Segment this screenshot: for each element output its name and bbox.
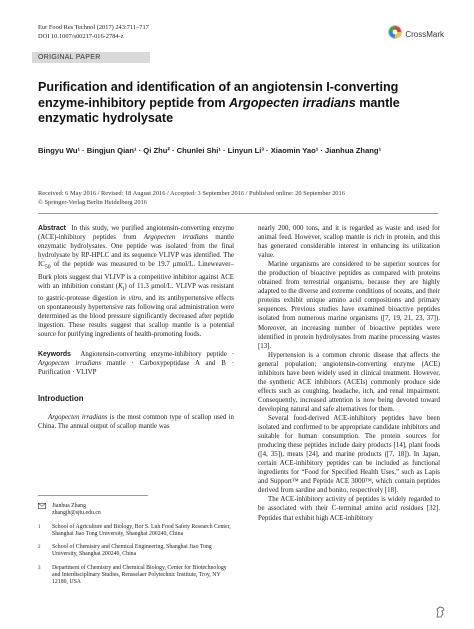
affiliation-1-text: School of Agriculture and Biology, Bor S. Luh Food Safety Research Center, Shanghai Jiao Tong University, Shanghai 200240, China bbox=[52, 523, 231, 537]
journal-citation: Eur Food Res Technol (2017) 243:711–717 bbox=[38, 24, 149, 31]
footnotes bbox=[38, 503, 234, 593]
keywords-paragraph bbox=[38, 350, 234, 377]
affiliation-1: 1 School of Agriculture and Biology, Bor S. Luh Food Safety Research Center, Shanghai Jiao Tong University, Shanghai 200240, China bbox=[38, 523, 231, 537]
article-title bbox=[38, 80, 438, 127]
right-paragraph-3: Hypertension is a common chronic disease that affects the general population; angiotensin-converting enzyme (ACE) inhibitors have been widely used in clinical treatment. However, the synthetic ACE inhibitors (ACEIs) commonly produce side effects such as coughing, headache, itch, and renal impairment. Consequently, increased attention is now being devoted toward developing natural and safe alternatives for them. bbox=[258, 351, 440, 413]
corresponding-name: Jianhua Zhang bbox=[52, 503, 86, 509]
footnote-divider bbox=[38, 495, 148, 496]
crossmark-icon bbox=[388, 25, 402, 44]
affiliation-3-text: Department of Chemistry and Chemical Biology, Center for Biotechnology and Interdisciplinary Studies, Rensselaer Polytechnic Institute, Troy, NY 12180, USA bbox=[52, 564, 227, 586]
abstract-label: Abstract bbox=[38, 225, 66, 232]
introduction-heading: Introduction bbox=[38, 394, 84, 404]
title-text: Purification and identification of an angiotensin I-converting enzyme-inhibitory peptide from Argopecten irradians mantle enzymatic hydrolysate bbox=[38, 80, 400, 125]
right-paragraph-1: nearly 200, 000 tons, and it is regarded as waste and used for animal feed. However, scallop mantle is rich in protein, and this has generated considerable interest in enhancing its utilization value. bbox=[258, 225, 440, 260]
header-divider bbox=[38, 213, 438, 214]
affiliation-2: 2 School of Chemistry and Chemical Engineering, Shanghai Jiao Tong University, Shanghai 200240, China bbox=[38, 544, 212, 558]
journal-header bbox=[38, 24, 149, 41]
affiliation-3: 3 Department of Chemistry and Chemical Biology, Center for Biotechnology and Interdisciplinary Studies, Rensselaer Polytechnic Institute, Troy, NY 12180, USA bbox=[38, 564, 227, 586]
right-paragraph-2: Marine organisms are considered to be superior sources for the production of bioactive peptides as compared with proteins obtained from terrestrial organisms, because they are highly adapted to the diverse and extreme conditions of oceans, and their proteins exhibit unique amino acid compositions and primary sequences. Previous studies have examined bioactive peptides isolated from numerous marine organisms ([7, 19, 21, 23, 37]). Moreover, an increasing number of bioactive peptides were identified in protein hydrolysates from marine processing wastes [13]. bbox=[258, 261, 440, 350]
left-column bbox=[38, 224, 234, 431]
springer-horse-icon bbox=[435, 605, 446, 623]
abstract-paragraph bbox=[38, 224, 234, 339]
crossmark-badge[interactable] bbox=[388, 25, 444, 44]
corresponding-email[interactable]: zhangjh@sjtu.edu.cn bbox=[52, 510, 101, 517]
publication-dates bbox=[38, 190, 458, 207]
article-type-banner: ORIGINAL PAPER bbox=[32, 52, 150, 63]
intro-paragraph bbox=[38, 413, 234, 431]
crossmark-label: CrossMark bbox=[405, 30, 444, 39]
keywords-text: Angiotensin-converting enzyme-inhibitory peptide · Argopecten irradians mantle · Carboxypeptidase A and B · Purification · VLIVP bbox=[38, 351, 234, 377]
keywords-label: Keywords bbox=[38, 351, 71, 359]
copyright-line: © Springer-Verlag Berlin Heidelberg 2016 bbox=[38, 198, 147, 206]
right-paragraph-4: Several food-derived ACE-inhibitory peptides have been isolated and confirmed to be appropriate candidate inhibitors and suitable for human consumption. The protein sources for producing these peptides include dairy products [14], plant foods ([4, 35]), meats [24], and marine products ([7, 18]). In Japan, certain ACE-inhibitory peptides can be included as functional ingredients for “Food for Specified Health Uses,” such as Lapis and Support™ and Peptide ACE 3000™, which contain peptides derived from sardine and bonito, respectively [18]. bbox=[258, 414, 440, 495]
affiliation-2-text: School of Chemistry and Chemical Engineering, Shanghai Jiao Tong University, Shanghai 200240, China bbox=[52, 544, 212, 558]
author-list[interactable]: Bingyu Wu¹ · Bingjun Qian¹ · Qi Zhu² · Chunlei Shi¹ · Linyun Li³ · Xiaomin Yao¹ · Jianhua Zhang¹ bbox=[38, 146, 382, 155]
intro-text: Argopecten irradians is the most common type of scallop used in China. The annual output of scallop mantle was bbox=[38, 413, 234, 430]
journal-doi[interactable]: DOI 10.1007/s00217-016-2784-z bbox=[38, 32, 124, 40]
envelope-icon bbox=[38, 503, 46, 512]
corresponding-author bbox=[38, 503, 234, 518]
history-dates: Received: 6 May 2016 / Revised: 18 August 2016 / Accepted: 3 September 2016 / Published online: 20 September 2016 bbox=[38, 190, 345, 197]
right-column bbox=[258, 224, 440, 523]
abstract-text: In this study, we purified angiotensin-converting enzyme (ACE)-inhibitory peptides from Argopecten irradians mantle enzymatic hydrolysates. One peptide was isolated from the final hydrolysate by RP-HPLC and its sequence VLIVP was identified. The $IC_{50}$ of the peptide was measured to be 19.7 μmol/L. Lineweaver–Burk plots suggest that VLIVP is a competitive inhibitor against ACE with an inhibition constant $(K_i)$ of 11.3 μmol/L. VLIVP was resistant to gastric-protease digestion in vitro, and its antihypertensive effects on spontaneously hypertensive rats following oral administration were determined as the blood pressure significantly decreased after peptide ingestion. These results suggest that scallop mantle is a potential source for purifying ingredients of health-promoting foods. bbox=[38, 225, 235, 339]
right-paragraph-5: The ACE-inhibitory activity of peptides is widely regarded to be associated with their C-terminal amino acid residues [32]. Peptides that exhibit high ACE-inhibitory bbox=[258, 496, 440, 522]
